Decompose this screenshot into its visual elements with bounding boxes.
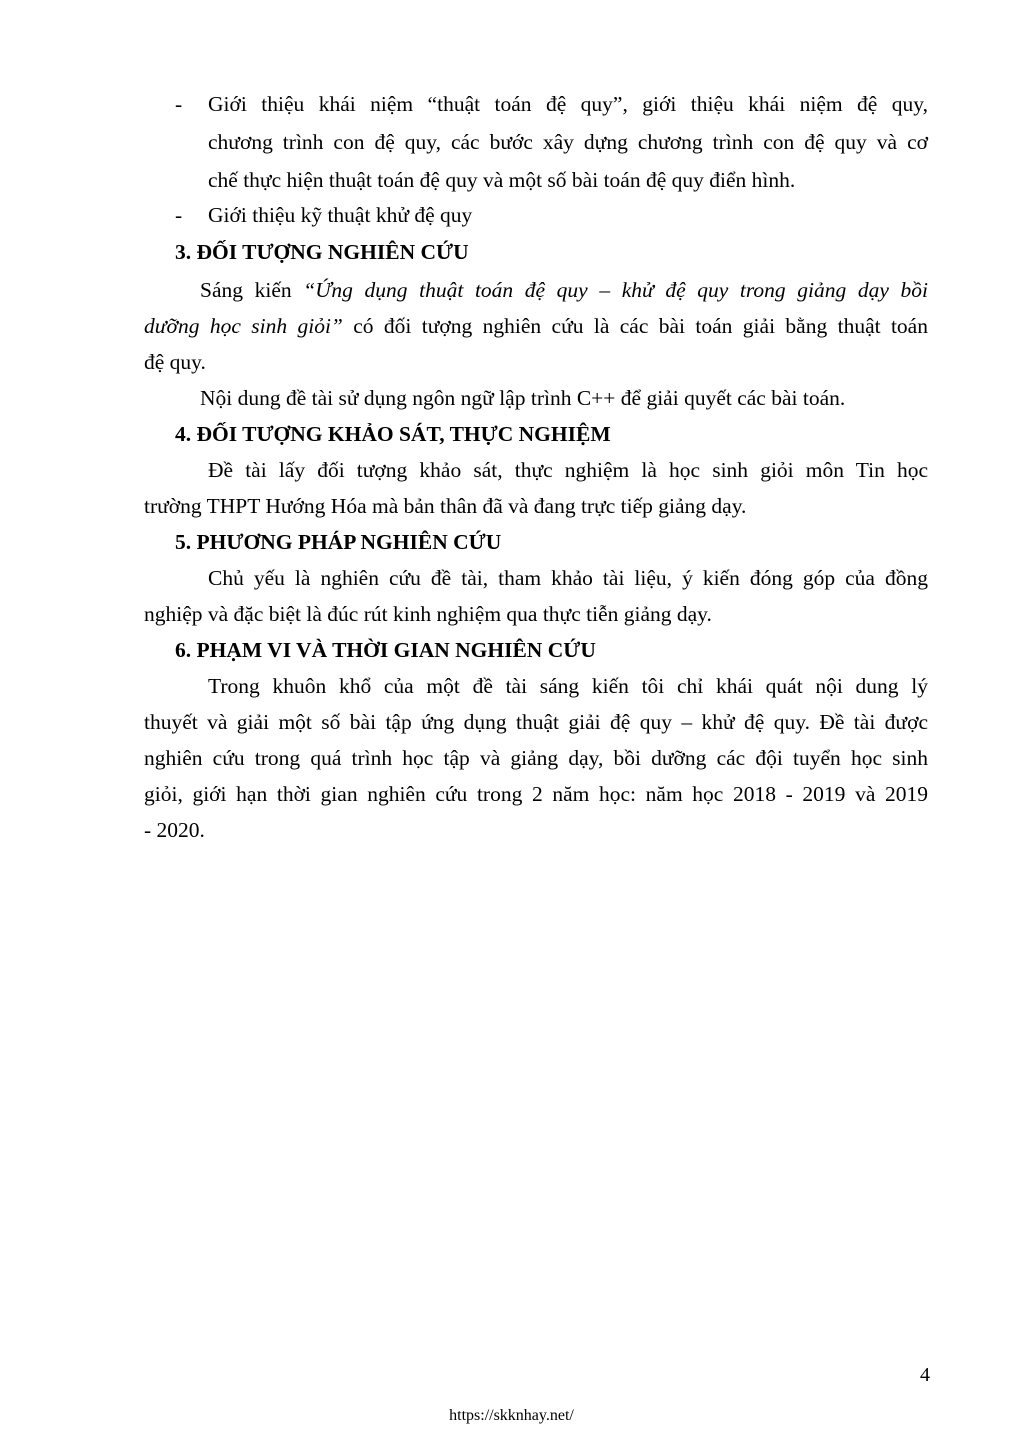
- section-5-line-1: Chủ yếu là nghiên cứu đề tài, tham khảo tài liệu, ý kiến đóng góp của đồng: [208, 566, 928, 590]
- section-4-line-1: Đề tài lấy đối tượng khảo sát, thực nghiệm là học sinh giỏi môn Tin học: [208, 458, 928, 482]
- section-3-para-1-line-1: [200, 276, 928, 304]
- bullet-dash: -: [175, 92, 183, 116]
- bullet-1-line-3: chế thực hiện thuật toán đệ quy và một số bài toán đệ quy điển hình.: [208, 168, 796, 192]
- section-6-line-1: Trong khuôn khổ của một đề tài sáng kiến tôi chỉ khái quát nội dung lý: [208, 674, 928, 698]
- bullet-2-line-1: Giới thiệu kỹ thuật khử đệ quy: [208, 203, 473, 227]
- section-6-heading: 6. PHẠM VI VÀ THỜI GIAN NGHIÊN CỨU: [175, 638, 596, 662]
- section-5-line-2: nghiệp và đặc biệt là đúc rút kinh nghiệm qua thực tiễn giảng dạy.: [144, 602, 712, 626]
- section-3-prefix: Sáng kiến: [200, 278, 304, 302]
- section-3-title-italic-1: “Ứng dụng thuật toán đệ quy – khử đệ quy trong giảng dạy bồi: [303, 278, 928, 302]
- section-3-heading: 3. ĐỐI TƯỢNG NGHIÊN CỨU: [175, 240, 469, 264]
- section-5-heading: 5. PHƯƠNG PHÁP NGHIÊN CỨU: [175, 530, 502, 554]
- footer-url[interactable]: https://skknhay.net/: [449, 1407, 574, 1424]
- section-3-title-italic-2: dưỡng học sinh giỏi”: [144, 314, 343, 338]
- section-3-suffix: có đối tượng nghiên cứu là các bài toán giải bằng thuật toán: [342, 314, 928, 338]
- section-6-line-3: nghiên cứu trong quá trình học tập và giảng dạy, bồi dưỡng các đội tuyển học sinh: [144, 746, 928, 770]
- section-6-line-5: - 2020.: [144, 818, 205, 842]
- section-4-heading: 4. ĐỐI TƯỢNG KHẢO SÁT, THỰC NGHIỆM: [175, 422, 611, 446]
- page-number: 4: [920, 1364, 930, 1386]
- section-3-para-1-line-2: [144, 312, 928, 340]
- section-6-line-2: thuyết và giải một số bài tập ứng dụng thuật giải đệ quy – khử đệ quy. Đề tài được: [144, 710, 928, 734]
- section-3-para-1-line-3: đệ quy.: [144, 350, 206, 374]
- bullet-1-line-1: Giới thiệu khái niệm “thuật toán đệ quy”, giới thiệu khái niệm đệ quy,: [208, 92, 928, 116]
- section-6-line-4: giỏi, giới hạn thời gian nghiên cứu trong 2 năm học: năm học 2018 - 2019 và 2019: [144, 782, 928, 806]
- bullet-dash: -: [175, 203, 183, 227]
- section-4-line-2: trường THPT Hướng Hóa mà bản thân đã và đang trực tiếp giảng dạy.: [144, 494, 747, 518]
- section-3-para-2: Nội dung đề tài sử dụng ngôn ngữ lập trình C++ để giải quyết các bài toán.: [200, 386, 846, 410]
- bullet-1-line-2: chương trình con đệ quy, các bước xây dựng chương trình con đệ quy và cơ: [208, 130, 928, 154]
